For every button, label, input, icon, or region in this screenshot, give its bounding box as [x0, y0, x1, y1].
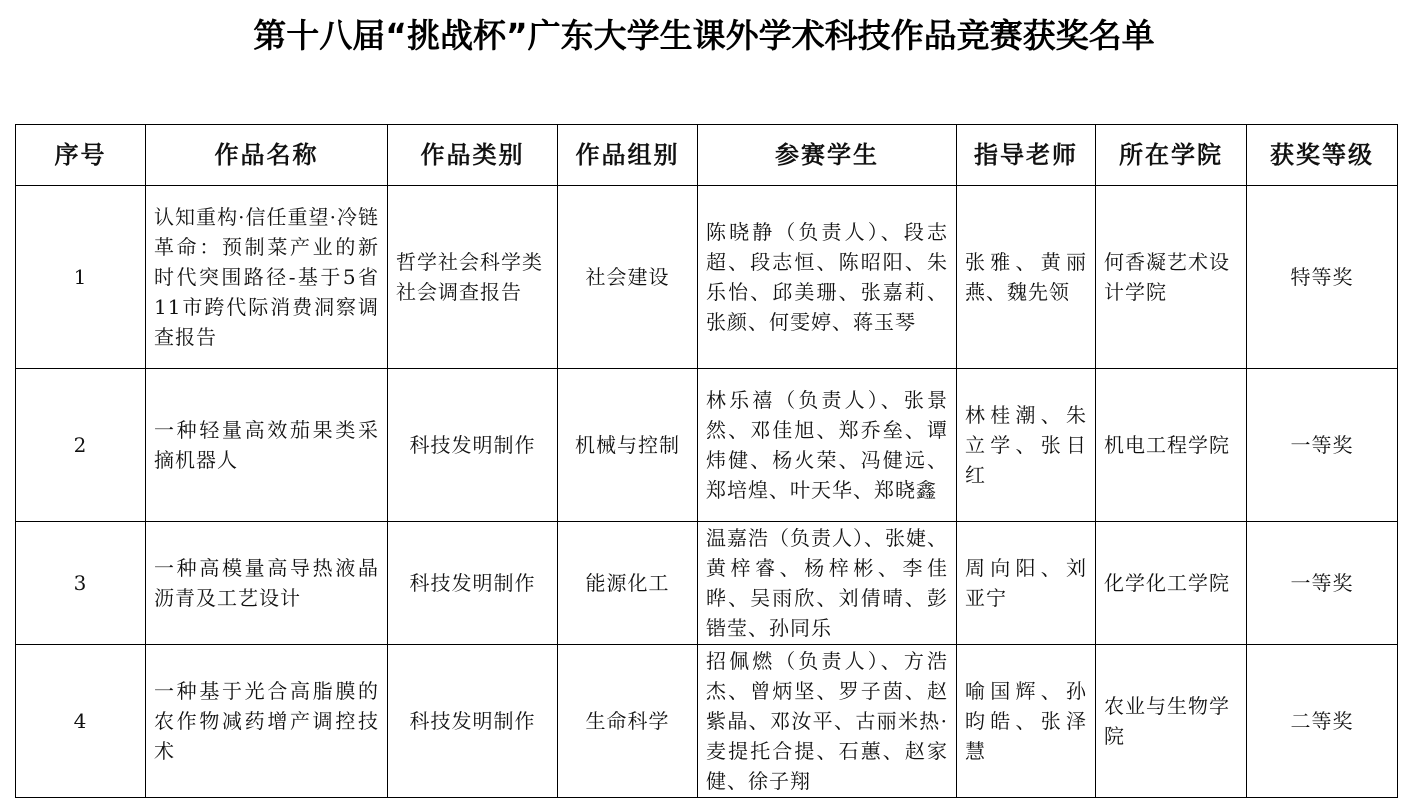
advisor-list: 张雅、黄丽燕、魏先领	[957, 186, 1096, 369]
college-name: 化学化工学院	[1096, 522, 1247, 645]
row-number: 2	[16, 369, 146, 522]
table-row	[16, 369, 1398, 522]
award-level: 特等奖	[1247, 186, 1398, 369]
college-name: 农业与生物学院	[1096, 645, 1247, 798]
project-category: 科技发明制作	[388, 369, 558, 522]
student-list: 温嘉浩（负责人）、张婕、黄梓睿、杨梓彬、李佳晔、吴雨欣、刘倩晴、彭锴莹、孙同乐	[698, 522, 957, 645]
award-level: 一等奖	[1247, 369, 1398, 522]
page-title: 第十八届“挑战杯”广东大学生课外学术科技作品竞赛获奖名单	[253, 16, 1155, 55]
project-category: 哲学社会科学类社会调查报告	[388, 186, 558, 369]
student-list: 陈晓静（负责人）、段志超、段志恒、陈昭阳、朱乐怡、邱美珊、张嘉莉、张颜、何雯婷、蒋玉琴	[698, 186, 957, 369]
header-cell: 序号	[16, 125, 146, 186]
student-list: 招佩燃（负责人）、方浩杰、曾炳坚、罗子茵、赵紫晶、邓汝平、古丽米热·麦提托合提、石蕙、赵家健、徐子翔	[698, 645, 957, 798]
table-row	[16, 645, 1398, 798]
row-number: 3	[16, 522, 146, 645]
table-row	[16, 522, 1398, 645]
advisor-list: 喻国辉、孙昀皓、张泽慧	[957, 645, 1096, 798]
header-cell: 参赛学生	[698, 125, 957, 186]
table-header-row	[16, 125, 1398, 186]
project-group: 机械与控制	[558, 369, 698, 522]
row-number: 1	[16, 186, 146, 369]
project-name: 认知重构·信任重望·冷链革命：预制菜产业的新时代突围路径-基于5省11市跨代际消费洞察调查报告	[146, 186, 388, 369]
project-group: 生命科学	[558, 645, 698, 798]
row-number: 4	[16, 645, 146, 798]
award-level: 一等奖	[1247, 522, 1398, 645]
project-name: 一种基于光合高脂膜的农作物减药增产调控技术	[146, 645, 388, 798]
college-name: 机电工程学院	[1096, 369, 1247, 522]
project-category: 科技发明制作	[388, 645, 558, 798]
college-name: 何香凝艺术设计学院	[1096, 186, 1247, 369]
header-cell: 作品名称	[146, 125, 388, 186]
award-level: 二等奖	[1247, 645, 1398, 798]
advisor-list: 周向阳、刘亚宁	[957, 522, 1096, 645]
project-name: 一种轻量高效茄果类采摘机器人	[146, 369, 388, 522]
project-group: 社会建设	[558, 186, 698, 369]
table-row	[16, 186, 1398, 369]
header-cell: 指导老师	[957, 125, 1096, 186]
advisor-list: 林桂潮、朱立学、张日红	[957, 369, 1096, 522]
header-cell: 作品类别	[388, 125, 558, 186]
header-cell: 所在学院	[1096, 125, 1247, 186]
project-category: 科技发明制作	[388, 522, 558, 645]
project-name: 一种高模量高导热液晶沥青及工艺设计	[146, 522, 388, 645]
header-cell: 作品组别	[558, 125, 698, 186]
header-cell: 获奖等级	[1247, 125, 1398, 186]
award-table	[15, 124, 1398, 798]
project-group: 能源化工	[558, 522, 698, 645]
student-list: 林乐禧（负责人）、张景然、邓佳旭、郑乔垒、谭炜健、杨火荣、冯健远、郑培煌、叶天华、郑晓鑫	[698, 369, 957, 522]
